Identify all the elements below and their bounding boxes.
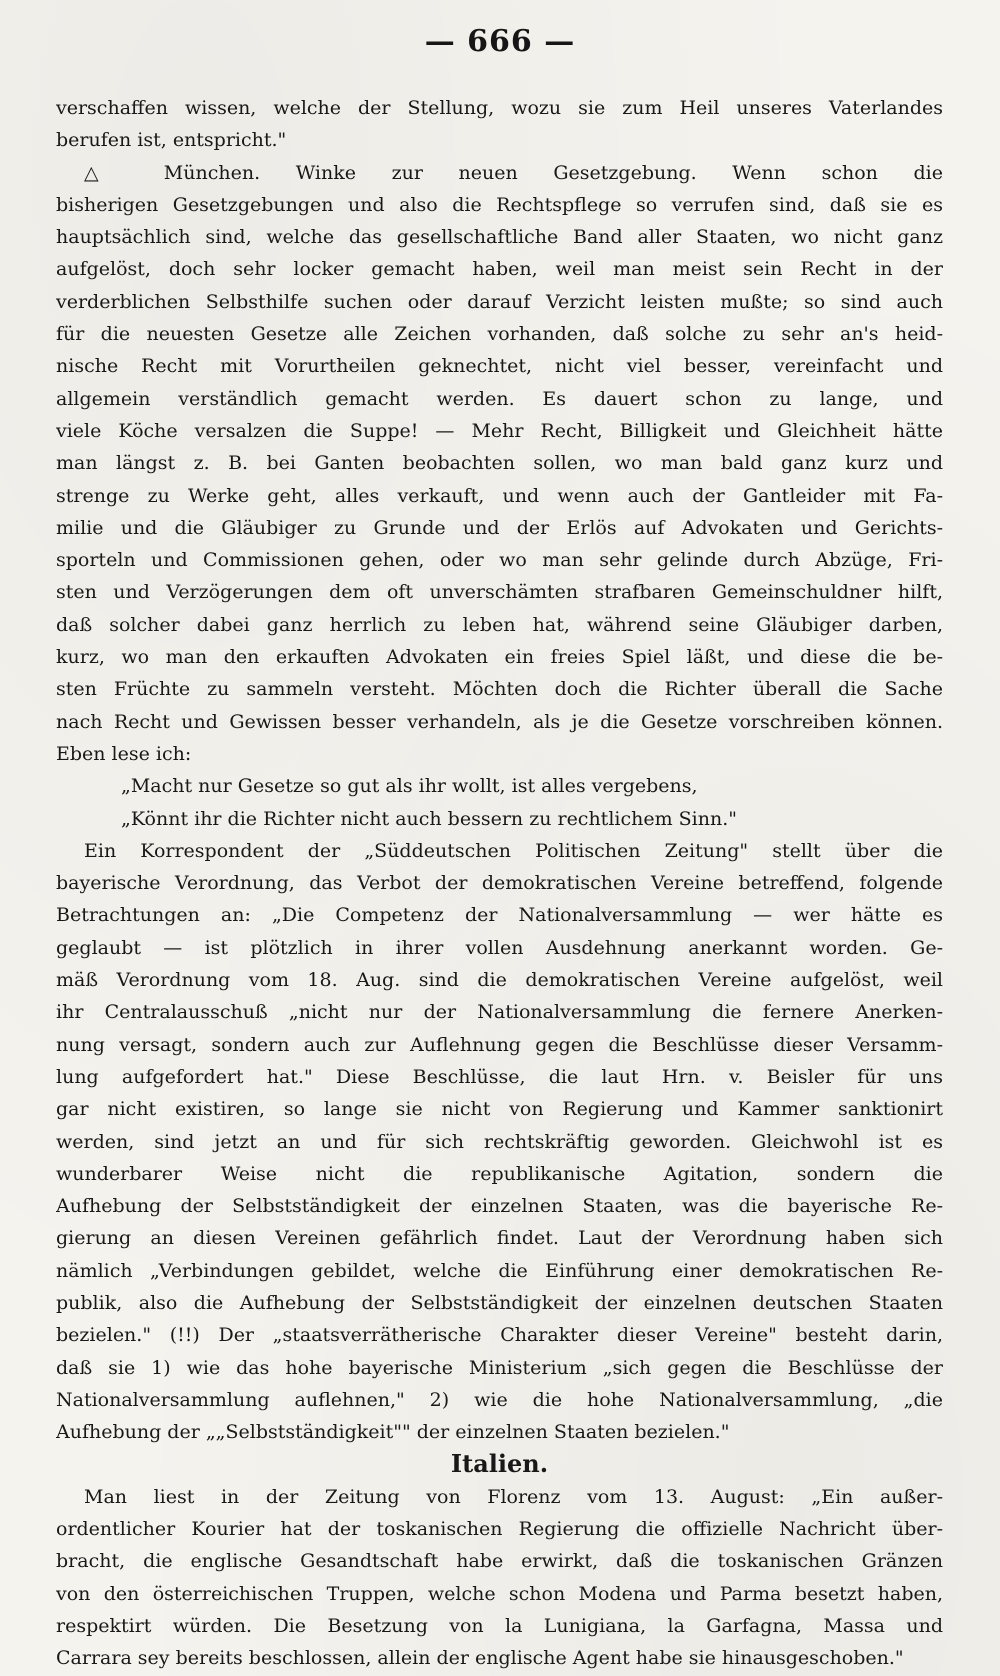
text-line: allgemein verständlich gemacht werden. Es dauert schon zu lange, und — [56, 387, 943, 410]
text-line: gierung an diesen Vereinen gefährlich findet. Laut der Verordnung haben sich — [56, 1227, 943, 1250]
text-line: berufen ist, entspricht." — [56, 129, 287, 152]
text-line: Betrachtungen an: „Die Competenz der Nationalversammlung — wer hätte es — [56, 904, 943, 927]
text-line: nische Recht mit Vorurtheilen geknechtet, nicht viel besser, vereinfacht und — [56, 355, 943, 378]
text-line: aufgelöst, doch sehr locker gemacht haben, weil man meist sein Recht in der — [56, 258, 943, 281]
text-line: Aufhebung der Selbstständigkeit der einzelnen Staaten, was die bayerische Re- — [56, 1195, 943, 1218]
page-number: — 666 — — [424, 24, 576, 59]
text-line: sten und Verzögerungen dem oft unverschämten strafbaren Gemeinschuldner hilft, — [56, 581, 943, 604]
text-line: wunderbarer Weise nicht die republikanische Agitation, sondern die — [56, 1162, 943, 1185]
text-line: ihr Centralausschuß „nicht nur der Nationalversammlung die fernere Anerken- — [56, 1001, 943, 1024]
text-line: Aufhebung der „„Selbstständigkeit"" der einzelnen Staaten bezielen." — [56, 1421, 730, 1444]
text-line: verderblichen Selbsthilfe suchen oder darauf Verzicht leisten mußte; so sind auch — [56, 290, 943, 313]
text-line: daß solcher dabei ganz herrlich zu leben hat, während seine Gläubiger darben, — [56, 613, 943, 636]
text-line: von den österreichischen Truppen, welche schon Modena und Parma besetzt haben, — [56, 1582, 943, 1605]
text-line: für die neuesten Gesetze alle Zeichen vorhanden, daß solche zu sehr an's heid- — [56, 323, 943, 346]
text-line: mäß Verordnung vom 18. Aug. sind die demokratischen Vereine aufgelöst, weil — [56, 969, 943, 992]
text-line: bracht, die englische Gesandtschaft habe erwirkt, daß die toskanischen Gränzen — [56, 1550, 943, 1573]
article-headline-line: △ München. Winke zur neuen Gesetzgebung. Wenn schon die — [84, 161, 943, 184]
text-line: Eben lese ich: — [56, 742, 192, 765]
text-line: nämlich „Verbindungen gebildet, welche die Einführung einer demokratischen Re- — [56, 1259, 943, 1282]
text-line: bayerische Verordnung, das Verbot der demokratischen Vereine betreffend, folgende — [56, 872, 943, 895]
text-line: respektirt würden. Die Besetzung von la Lunigiana, la Garfagna, Massa und — [56, 1614, 943, 1637]
text-line: viele Köche versalzen die Suppe! — Mehr Recht, Billigkeit und Gleichheit hätte — [56, 419, 943, 442]
text-line: Man liest in der Zeitung von Florenz vom 13. August: „Ein außer- — [84, 1485, 943, 1508]
text-line: milie und die Gläubiger zu Grunde und der Erlös auf Advokaten und Gerichts- — [56, 516, 943, 539]
text-line: geglaubt — ist plötzlich in ihrer vollen Ausdehnung anerkannt worden. Ge- — [56, 936, 943, 959]
text-line: nung versagt, sondern auch zur Auflehnung gegen die Beschlüsse dieser Versamm- — [56, 1033, 943, 1056]
article-body — [56, 92, 943, 1675]
text-line: ordentlicher Kourier hat der toskanischen Regierung die offizielle Nachricht über- — [56, 1518, 943, 1541]
text-line: gar nicht existiren, so lange sie nicht von Regierung und Kammer sanktionirt — [56, 1098, 943, 1121]
text-line: nach Recht und Gewissen besser verhandeln, als je die Gesetze vorschreiben können. — [56, 710, 943, 733]
text-line: man längst z. B. bei Ganten beobachten sollen, wo man bald ganz kurz und — [56, 452, 943, 475]
quote-line: „Macht nur Gesetze so gut als ihr wollt, ist alles vergebens, — [121, 775, 698, 798]
text-line: bezielen." (!!) Der „staatsverrätherische Charakter dieser Vereine" besteht darin, — [56, 1324, 943, 1347]
text-line: Nationalversammlung auflehnen," 2) wie die hohe Nationalversammlung, „die — [56, 1388, 943, 1411]
text-line: bisherigen Gesetzgebungen und also die Rechtspflege so verrufen sind, daß sie es — [56, 193, 943, 216]
text-line: publik, also die Aufhebung der Selbstständigkeit der einzelnen deutschen Staaten — [56, 1291, 943, 1314]
text-line: kurz, wo man den erkauften Advokaten ein freies Spiel läßt, und diese die be- — [56, 646, 943, 669]
section-heading: Italien. — [450, 1449, 549, 1479]
text-line: sten Früchte zu sammeln versteht. Möchten doch die Richter überall die Sache — [56, 678, 943, 701]
text-line: Carrara sey bereits beschlossen, allein der englische Agent habe sie hinausgeschoben." — [56, 1647, 904, 1670]
text-line: Ein Korrespondent der „Süddeutschen Politischen Zeitung" stellt über die — [84, 839, 943, 862]
quote-line: „Könnt ihr die Richter nicht auch bessern zu rechtlichem Sinn." — [121, 807, 737, 830]
text-line: daß sie 1) wie das hohe bayerische Ministerium „sich gegen die Beschlüsse der — [56, 1356, 943, 1379]
text-line: verschaffen wissen, welche der Stellung, wozu sie zum Heil unseres Vaterlandes — [56, 97, 943, 119]
text-line: lung aufgefordert hat." Diese Beschlüsse, die laut Hrn. v. Beisler für uns — [56, 1065, 943, 1088]
text-line: sporteln und Commissionen gehen, oder wo man sehr gelinde durch Abzüge, Fri- — [56, 549, 943, 572]
text-line: strenge zu Werke geht, alles verkauft, und wenn auch der Gantleider mit Fa- — [56, 484, 943, 507]
text-line: werden, sind jetzt an und für sich rechtskräftig geworden. Gleichwohl ist es — [56, 1130, 943, 1153]
text-line: hauptsächlich sind, welche das gesellschaftliche Band aller Staaten, wo nicht ganz — [56, 226, 943, 249]
